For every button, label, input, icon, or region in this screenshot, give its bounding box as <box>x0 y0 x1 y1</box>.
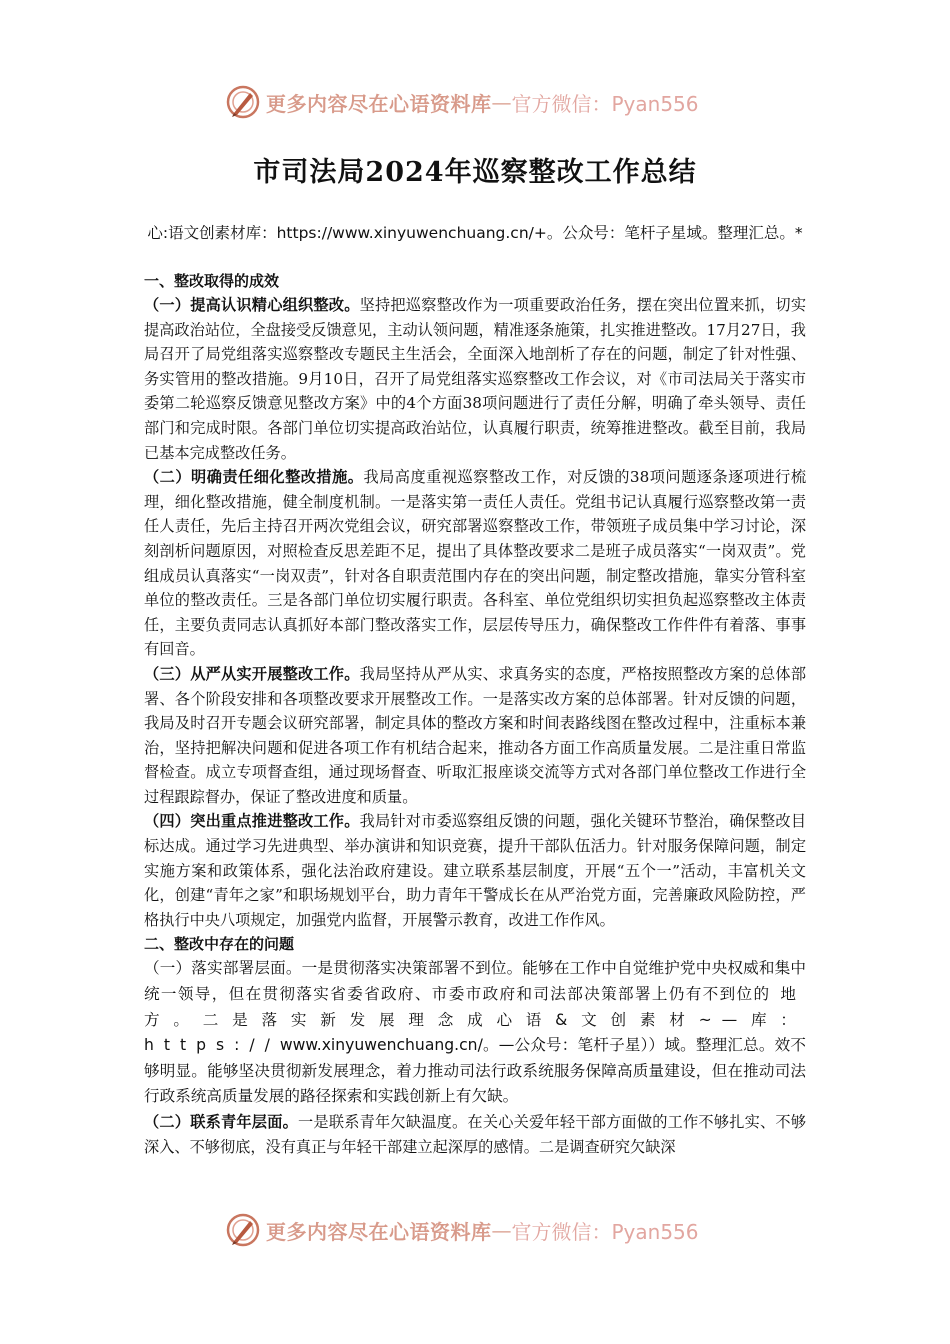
paragraph-text: 我局坚持从严从实、求真务实的态度，严格按照整改方案的总体部署、各个阶段安排和各项整改要求开展整改工作。一是落实改方案的总体部署。针对反馈的问题，我局及时召开专题会议研究部署，制定具体的整改方案和时间表路线图在整改过程中，注重标本兼治，坚持把解决问题和促进各项工作有机结合起来，推动各方面工作高质量发展。二是注重日常监督检查。成立专项督查组，通过现场督查、听取汇报座谈交流等方式对各部门单位整改工作进行全过程跟踪督办，保证了整改进度和质量。 <box>144 664 807 806</box>
paragraph-3 <box>144 662 806 810</box>
source-note: 心:语文创素材库：https://www.xinyuwenchuang.cn/+。公众号：笔杆子星域。整理汇总。* <box>147 224 803 242</box>
pen-logo-icon <box>226 1213 260 1247</box>
paragraph-6 <box>144 1110 806 1159</box>
banner-slogan: 更多内容尽在心语资料库 <box>266 1219 492 1244</box>
footer-banner <box>226 1210 699 1250</box>
paragraph-text: www.xinyuwenchuang.cn/。—公众号：笔杆子星））域。整理汇总。效不够明显。能够坚决贯彻新发展理念，着力推动司法行政系统服务保障高质量建设，但在推动司法行政系统高质量发展的路径探索和实践创新上有欠缺。 <box>144 1036 806 1106</box>
pen-logo-icon <box>226 85 260 119</box>
paragraph-text: 我局高度重视巡察整改工作，对反馈的38项问题逐条逐项进行梳理，细化整改措施，健全制度机制。一是落实第一责任人责任。党组书记认真履行巡察整改第一责任人责任，先后主持召开两次党组会议，研究部署巡察整改工作，带领班子成员集中学习讨论，深刻剖析问题原因，对照检查反思差距不足，提出了具体整改要求二是班子成员落实“一岗双责”。党组成员认真落实“一岗双责”，针对各自职责范围内存在的突出问题，制定整改措施，靠实分管科室单位的整改责任。三是各部门单位切实履行职责。各科室、单位党组织切实担负起巡察整改主体责任，主要负责同志认真抓好本部门整改落实工作，层层传导压力，确保整改工作件件有着落、事事有回音。 <box>144 468 807 659</box>
document-body <box>144 269 806 1159</box>
paragraph-5 <box>144 956 806 1110</box>
section-heading-problems: 二、整改中存在的问题 <box>144 935 295 954</box>
paragraph-lead: （四）突出重点推进整改工作。 <box>144 812 360 831</box>
banner-wechat: 官方微信：Pyan556 <box>511 91 699 116</box>
paragraph-text: 一是联系青年欠缺温度。在关心关爱年轻干部方面做的工作不够扎实、不够深入、不够彻底，没有真正与年轻干部建立起深厚的感情。二是调查研究欠缺深 <box>144 1113 807 1156</box>
paragraph-4 <box>144 809 806 932</box>
banner-separator: — <box>491 90 512 114</box>
paragraph-lead: （二）明确责任细化整改措施。 <box>144 468 364 487</box>
banner-slogan: 更多内容尽在心语资料库 <box>266 91 492 116</box>
section-heading-achievements: 一、整改取得的成效 <box>144 272 280 290</box>
paragraph-lead: （三）从严从实开展整改工作。 <box>144 664 360 683</box>
header-banner <box>226 82 699 122</box>
paragraph-text: 坚持把巡察整改作为一项重要政治任务，摆在突出位置来抓，切实提高政治站位，全盘接受反馈意见，主动认领问题，精准逐条施策，扎实推进整改。17月27日，我局召开了局党组落实巡察整改专题民主生活会，全面深入地剖析了存在的问题，制定了针对性强、务实管用的整改措施。9月10日，召开了局党组落实巡察整改工作会议，对《市司法局关于落实市委第二轮巡察反馈意见整改方案》中的4个方面38项问题进行了责任分解，明确了牵头领导、责任部门和完成时限。各部门单位切实提高政治站位，认真履行职责，统筹推进整改。截至目前，我局已基本完成整改任务。 <box>144 296 807 462</box>
paragraph-text: 我局针对市委巡察组反馈的问题，强化关键环节整治，确保整改目标达成。通过学习先进典型、举办演讲和知识竞赛，提升干部队伍活力。针对服务保障问题，制定实施方案和政策体系，强化法治政府建设。建立联系基层制度，开展“五个一”活动，丰富机关文化，创建“青年之家”和职场规划平台，助力青年干警成长在从严治党方面，完善廉政风险防控，严格执行中央八项规定，加强党内监督，开展警示教育，改进工作作风。 <box>144 812 807 929</box>
paragraph-lead: （一）提高认识精心组织整改。 <box>144 296 360 314</box>
document-title: 市司法局2024年巡察整改工作总结 <box>253 157 697 188</box>
paragraph-text: 一是贯彻落实决策部署不到位。能够在工作中自觉维护党中央权威和集中统一领导，但在贯彻落实省委省政府、市委市政府和司法部决策部署上仍有不到位 <box>144 959 806 1004</box>
paragraph-lead: （一）落实部署层面。 <box>144 959 302 978</box>
paragraph-lead: （二）联系青年层面。 <box>144 1113 299 1131</box>
paragraph-2 <box>144 465 806 662</box>
paragraph-text-spaced: 的地方。二是落实新发展理念成心语&文创素材~—库：https:// <box>144 985 806 1055</box>
paragraph-1 <box>144 293 806 465</box>
banner-wechat: 官方微信：Pyan556 <box>511 1219 699 1244</box>
banner-separator: — <box>491 1218 512 1242</box>
